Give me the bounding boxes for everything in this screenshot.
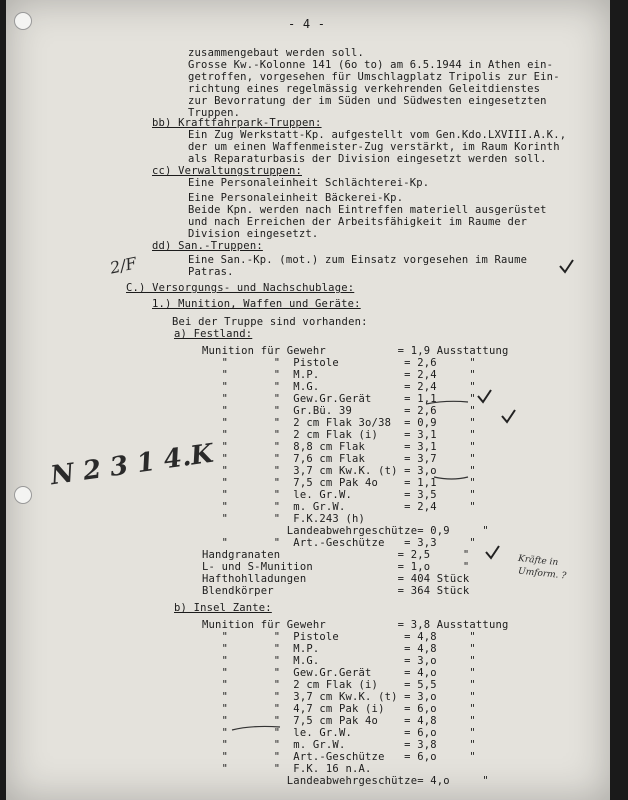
section-heading: cc) Verwaltungstruppen:	[152, 165, 302, 177]
list-heading: b) Insel Zante:	[174, 602, 272, 614]
ammo-row: " " le. Gr.W. = 6,o "	[202, 727, 476, 739]
handwritten-note: Umform. ?	[517, 566, 567, 582]
ammo-row: " " 7,5 cm Pak 4o = 4,8 "	[202, 715, 476, 727]
ammo-row: " " F.K. 16 n.A.	[202, 763, 372, 775]
text-line: getroffen, vorgesehen für Umschlagplatz Tripolis zur Ein-	[188, 71, 560, 83]
check-mark-icon	[486, 546, 499, 558]
ammo-row: " " M.P. = 4,8 "	[202, 643, 476, 655]
text-line: als Reparaturbasis der Division eingesetzt werden soll.	[188, 153, 547, 165]
ammo-row: " " le. Gr.W. = 3,5 "	[202, 489, 476, 501]
check-mark-icon	[502, 410, 515, 422]
handwritten-side-mark: N 2 3 1 4.K	[48, 438, 216, 492]
pencil-marks	[6, 0, 610, 800]
ammo-row: " " Pistole = 2,6 "	[202, 357, 476, 369]
ammo-row: " " 7,5 cm Pak 4o = 1,1 "	[202, 477, 476, 489]
text-line: Truppen.	[188, 107, 241, 119]
text-line: zur Bevorratung der im Süden und Südwesten eingesetzten	[188, 95, 547, 107]
ammo-row: " " Pistole = 4,8 "	[202, 631, 476, 643]
ammo-row: " " 7,6 cm Flak = 3,7 "	[202, 453, 476, 465]
text-line: Grosse Kw.-Kolonne 141 (6o to) am 6.5.1944 in Athen ein-	[188, 59, 554, 71]
subsection-heading: 1.) Munition, Waffen und Geräte:	[152, 298, 361, 310]
ammo-row: " " M.G. = 3,o "	[202, 655, 476, 667]
pencil-stroke	[232, 726, 280, 730]
ammo-row: Munition für Gewehr = 3,8 Ausstattung	[202, 619, 509, 631]
ammo-row: " " 2 cm Flak 3o/38 = 0,9 "	[202, 417, 476, 429]
text-line: Eine Personaleinheit Schlächterei-Kp.	[188, 177, 430, 189]
pencil-stroke	[426, 401, 468, 404]
text-line: richtung eines regelmässig verkehrenden Geleitdienstes	[188, 83, 541, 95]
text-line: Eine San.-Kp. (mot.) zum Einsatz vorgesehen im Raume	[188, 254, 528, 266]
ammo-row: " " m. Gr.W. = 2,4 "	[202, 501, 476, 513]
handwritten-note: Kräfte in	[517, 553, 559, 569]
document-page	[6, 0, 610, 800]
ammo-row: " " 8,8 cm Flak = 3,1 "	[202, 441, 476, 453]
ammo-row: " " 3,7 cm Kw.K. (t) = 3,o "	[202, 691, 476, 703]
ammo-row: Hafthohlladungen = 404 Stück	[202, 573, 470, 585]
ammo-row: " " M.G. = 2,4 "	[202, 381, 476, 393]
ammo-row: " " M.P. = 2,4 "	[202, 369, 476, 381]
ammo-row: Landeabwehrgeschütze= 0,9 "	[202, 525, 489, 537]
ammo-row: Blendkörper = 364 Stück	[202, 585, 470, 597]
ammo-row: Handgranaten = 2,5 "	[202, 549, 470, 561]
ammo-row: L- und S-Munition = 1,o "	[202, 561, 470, 573]
text-line: Division eingesetzt.	[188, 228, 319, 240]
text-line: zusammengebaut werden soll.	[188, 47, 365, 59]
ammo-row: Landeabwehrgeschütze= 4,o "	[202, 775, 489, 787]
ammo-row: " " m. Gr.W. = 3,8 "	[202, 739, 476, 751]
ammo-row: " " 4,7 cm Pak (i) = 6,o "	[202, 703, 476, 715]
section-heading: bb) Kraftfahrpark-Truppen:	[152, 117, 322, 129]
ammo-row: " " Gew.Gr.Gerät = 1,1 "	[202, 393, 476, 405]
list-heading: a) Festland:	[174, 328, 253, 340]
ammo-row: " " F.K.243 (h)	[202, 513, 366, 525]
pencil-stroke	[434, 477, 468, 479]
page-number: - 4 -	[288, 17, 326, 31]
ammo-row: " " 3,7 cm Kw.K. (t) = 3,o "	[202, 465, 476, 477]
ammo-row: " " Gew.Gr.Gerät = 4,o "	[202, 667, 476, 679]
text-line: Eine Personaleinheit Bäckerei-Kp.	[188, 192, 404, 204]
text-line: Beide Kpn. werden nach Eintreffen materiell ausgerüstet	[188, 204, 547, 216]
ammo-row: " " 2 cm Flak (i) = 5,5 "	[202, 679, 476, 691]
text-line: Ein Zug Werkstatt-Kp. aufgestellt vom Gen.Kdo.LXVIII.A.K.,	[188, 129, 567, 141]
ammo-row: " " Art.-Geschütze = 6,o "	[202, 751, 476, 763]
ammo-row: " " Art.-Geschütze = 3,3 "	[202, 537, 476, 549]
check-mark-icon	[560, 260, 573, 272]
handwritten-margin-mark: 2/F	[108, 253, 139, 278]
text-line: der um einen Waffenmeister-Zug verstärkt, im Raum Korinth	[188, 141, 560, 153]
chapter-heading: C.) Versorgungs- und Nachschublage:	[126, 282, 355, 294]
text-line: Patras.	[188, 266, 234, 278]
ammo-row: " " 2 cm Flak (i) = 3,1 "	[202, 429, 476, 441]
ammo-row: Munition für Gewehr = 1,9 Ausstattung	[202, 345, 509, 357]
ammo-row: " " Gr.Bü. 39 = 2,6 "	[202, 405, 476, 417]
text-line: und nach Erreichen der Arbeitsfähigkeit im Raume der	[188, 216, 528, 228]
check-mark-icon	[478, 390, 491, 402]
text-line: Bei der Truppe sind vorhanden:	[172, 316, 368, 328]
section-heading: dd) San.-Truppen:	[152, 240, 263, 252]
